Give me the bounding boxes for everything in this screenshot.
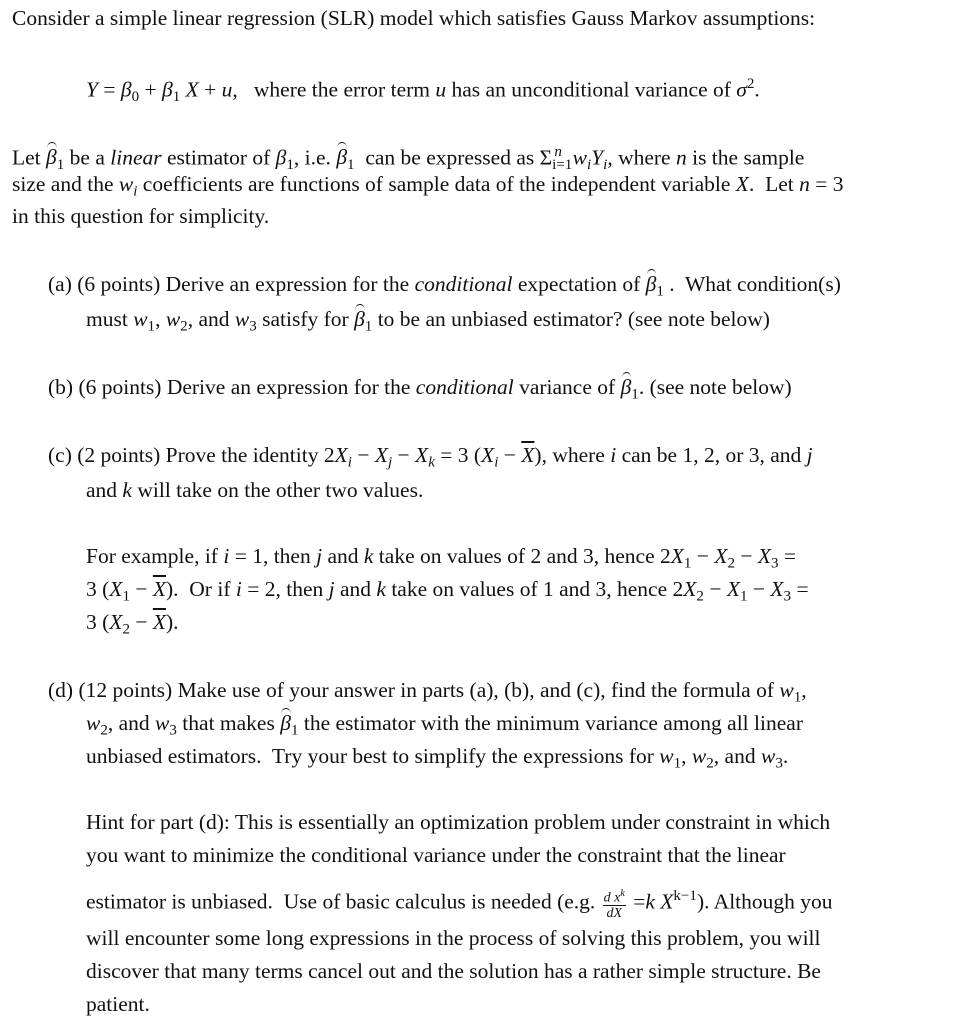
- part-a-line-1: (a) (6 points) Derive an expression for the conditional expectation of $\beta_1$ . What condition(s): [48, 268, 841, 308]
- estimator-def-line-3: in this question for simplicity.: [12, 204, 270, 228]
- part-c-line-2: and k will take on the other two values.: [86, 478, 424, 502]
- hint-line-1: Hint for part (d): This is essentially an optimization problem under constraint in which: [86, 810, 831, 834]
- estimator-def-line-1: Let $\beta_1$ be a linear estimator of $\beta_1$, i.e. $\beta_1$ can be expressed as $\Sigma_{i=1}^n$ $w_iY_i$, where n is the sample: [12, 136, 804, 181]
- estimator-def-line-2: size and the $w_i$ coefficients are functions of sample data of the independent variable X. Let n = 3: [12, 172, 844, 200]
- hint-line-6: patient.: [86, 992, 150, 1016]
- part-d-line-2: $w_2$, and $w_3$ that makes $\beta_1$ the estimator with the minimum variance among all linear: [86, 707, 803, 747]
- part-c-example-line-1: For example, if i = 1, then j and k take on values of 2 and 3, hence $2X_1 - X_2 - X_3$ =: [86, 544, 797, 572]
- intro-text: Consider a simple linear regression (SLR) model which satisfies Gauss Markov assumptions:: [12, 6, 816, 30]
- hint-line-5: discover that many terms cancel out and the solution has a rather simple structure. Be: [86, 959, 821, 983]
- hint-line-4: will encounter some long expressions in the process of solving this problem, you will: [86, 926, 821, 950]
- part-d-line-3: unbiased estimators. Try your best to simplify the expressions for $w_1$, $w_2$, and $w_3$.: [86, 744, 789, 772]
- part-c-line-1: (c) (2 points) Prove the identity $2X_i - X_j - X_k = 3$ $(X_i - \overline{X})$, where i can be 1, 2, or 3, and j: [48, 443, 813, 471]
- hint-line-3: estimator is unbiased. Use of basic calculus is needed (e.g. $\frac{d x^k}{dX}$ =k $X^{k-1}$). Although you: [86, 887, 833, 922]
- part-b-line: (b) (6 points) Derive an expression for the conditional variance of $\beta_1$. (see note below): [48, 371, 792, 411]
- derivative-fraction: $\frac{d x^k}{dX}$: [603, 887, 625, 922]
- part-c-example-line-2: 3 $(X_1 - \overline{X})$. Or if i = 2, then j and k take on values of 1 and 3, hence $2X_2 - X_1 - X_3$ =: [86, 577, 809, 605]
- part-a-line-2: must $w_1$, $w_2$, and $w_3$ satisfy for $\beta_1$ to be an unbiased estimator? (see note below): [86, 303, 770, 343]
- model-equation-line: $Y = \beta_0 + \beta_1$ X + u, where the error term u has an unconditional variance of $\sigma^2$.: [86, 76, 760, 105]
- part-d-line-1: (d) (12 points) Make use of your answer in parts (a), (b), and (c), find the formula of $w_1$,: [48, 678, 807, 706]
- part-c-example-line-3: 3 $(X_2 - \overline{X})$.: [86, 610, 179, 638]
- hint-line-2: you want to minimize the conditional variance under the constraint that the linear: [86, 843, 786, 867]
